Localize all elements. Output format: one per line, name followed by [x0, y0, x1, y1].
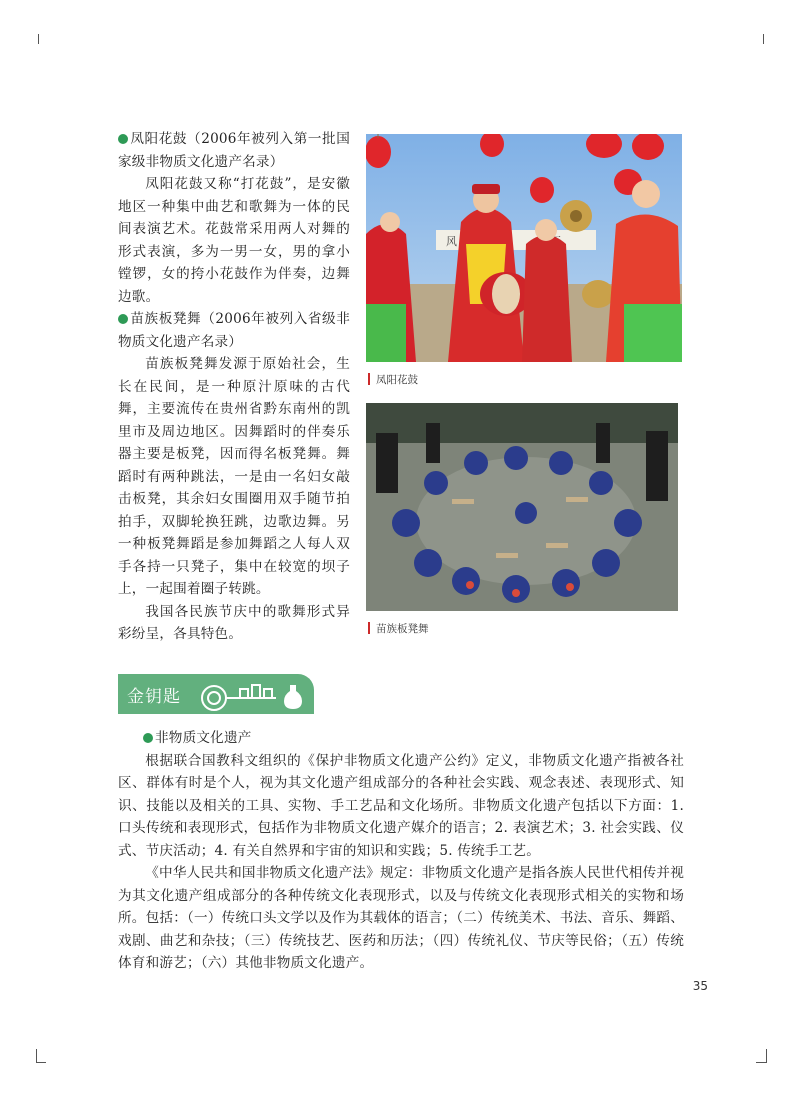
fengyang-caption: 凤阳花鼓: [368, 372, 418, 387]
fengyang-heading: 凤阳花鼓（2006年被列入第一批国家级非物质文化遗产名录）: [118, 131, 350, 170]
miao-caption: 苗族板凳舞: [368, 621, 429, 636]
page-number: 35: [692, 979, 708, 993]
key-paragraph-2: 《中华人民共和国非物质文化遗产法》规定：非物质文化遗产是指各族人民世代相传并视为其文化遗产组成部分的各种传统文化表现形式，以及与传统文化表现形式相关的实物和场所。包括：（一）传统口头文学以及作为其载体的语言；（二）传统美术、书法、音乐、舞蹈、戏剧、曲艺和杂技；（三）传统技艺、医药和历法；（四）传统礼仪、节庆等民俗；（五）传统体育和游艺；（六）其他非物质文化遗产。: [118, 865, 684, 971]
closing-paragraph: 我国各民族节庆中的歌舞形式异彩纷呈，各具特色。: [118, 603, 350, 642]
crop-mark: [766, 1049, 767, 1063]
fengyang-photo: [366, 134, 682, 362]
miao-photo: [366, 403, 678, 611]
key-icon: [190, 677, 310, 711]
fengyang-paragraph: 凤阳花鼓又称“打花鼓”，是安徽地区一种集中曲艺和歌舞为一体的民间表演艺术。花鼓常采用两人对舞的形式表演，多为一男一女，男的拿小镗锣，女的挎小花鼓作为伴奏，边舞边歌。: [118, 176, 350, 305]
miao-heading: 苗族板凳舞（2006年被列入省级非物质文化遗产名录）: [118, 311, 350, 350]
crop-mark: [756, 1062, 766, 1063]
bullet-icon: [118, 134, 128, 144]
key-section-banner: [118, 674, 314, 714]
bullet-icon: [143, 733, 153, 743]
left-text-column: [118, 128, 350, 646]
key-section-heading: 非物质文化遗产: [118, 727, 684, 750]
key-section-body: [118, 727, 684, 975]
crop-mark: [36, 1049, 37, 1063]
bullet-icon: [118, 314, 128, 324]
miao-photo-illustration: [366, 403, 678, 611]
miao-paragraph: 苗族板凳舞发源于原始社会，生长在民间，是一种原汁原味的古代舞，主要流传在贵州省黔东南州的凯里市及周边地区。因舞蹈时的伴奏乐器主要是板凳，因而得名板凳舞。舞蹈时有两种跳法，一是由一名妇女敲击板凳，其余妇女围圈用双手随节拍拍手，双脚轮换狂跳，边歌边舞。另一种板凳舞蹈是参加舞蹈之人每人双手各持一只凳子，集中在较宽的坝子上，一起围着圈子转跳。: [118, 356, 350, 597]
key-paragraph-1: 根据联合国教科文组织的《保护非物质文化遗产公约》定义，非物质文化遗产指被各社区、群体有时是个人，视为其文化遗产组成部分的各种社会实践、观念表述、表现形式、知识、技能以及相关的工具、实物、手工艺品和文化场所。非物质文化遗产包括以下方面：1. 口头传统和表现形式，包括作为非物质文化遗产媒介的语言；2. 表演艺术；3. 社会实践、仪式、节庆活动；4. 有关自然界和宇宙的知识和实践；5. 传统手工艺。: [118, 752, 684, 859]
crop-mark: [763, 34, 764, 44]
crop-mark: [38, 34, 39, 44]
banner-text: 风: [446, 235, 457, 248]
key-section-label: 金钥匙: [127, 687, 181, 707]
fengyang-photo-illustration: [366, 134, 682, 362]
crop-mark: [36, 1062, 46, 1063]
